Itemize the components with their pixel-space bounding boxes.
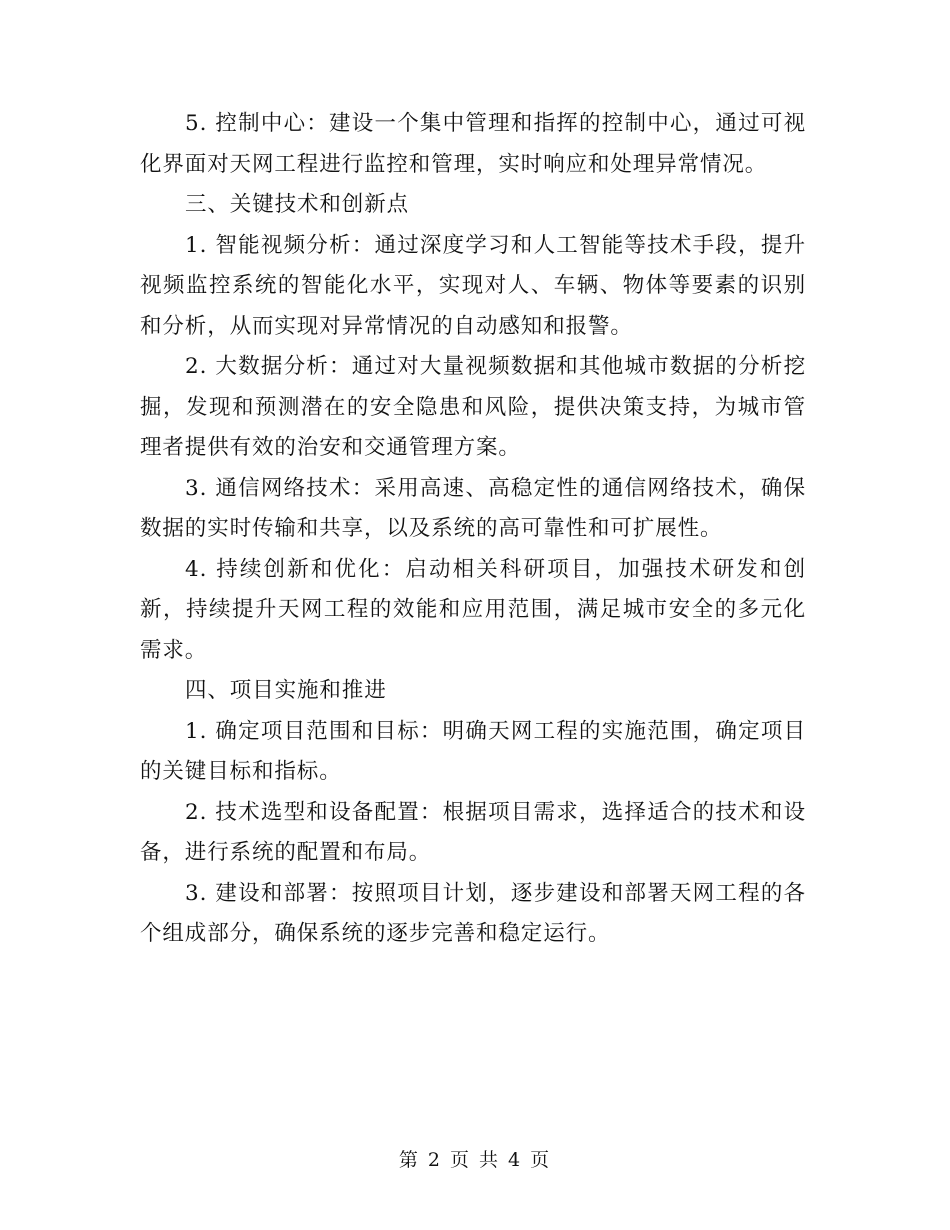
paragraph-network-technology: 3. 通信网络技术：采用高速、高稳定性的通信网络技术，确保数据的实时传输和共享，以及系统的高可靠性和可扩展性。 — [140, 475, 806, 541]
paragraph-innovation: 4. 持续创新和优化：启动相关科研项目，加强技术研发和创新，持续提升天网工程的效能和应用范围，满足城市安全的多元化需求。 — [140, 556, 806, 663]
document-body — [140, 104, 806, 955]
paragraph-big-data: 2. 大数据分析：通过对大量视频数据和其他城市数据的分析挖掘，发现和预测潜在的安全隐患和风险，提供决策支持，为城市管理者提供有效的治安和交通管理方案。 — [140, 354, 806, 460]
paragraph-control-center: 5. 控制中心：建设一个集中管理和指挥的控制中心，通过可视化界面对天网工程进行监控和管理，实时响应和处理异常情况。 — [140, 111, 806, 177]
section-heading-key-technologies: 三、关键技术和创新点 — [185, 192, 410, 217]
section-heading-implementation: 四、项目实施和推进 — [185, 678, 387, 703]
page-number-footer: 第 2 页 共 4 页 — [398, 1149, 552, 1171]
paragraph-technology-selection: 2. 技术选型和设备配置：根据项目需求，选择适合的技术和设备，进行系统的配置和布局。 — [140, 799, 806, 865]
paragraph-video-analysis: 1. 智能视频分析：通过深度学习和人工智能等技术手段，提升视频监控系统的智能化水平，实现对人、车辆、物体等要素的识别和分析，从而实现对异常情况的自动感知和报警。 — [140, 232, 806, 339]
paragraph-scope-goals: 1. 确定项目范围和目标：明确天网工程的实施范围，确定项目的关键目标和指标。 — [140, 718, 806, 784]
paragraph-construction-deployment: 3. 建设和部署：按照项目计划，逐步建设和部署天网工程的各个组成部分，确保系统的逐步完善和稳定运行。 — [140, 880, 806, 946]
